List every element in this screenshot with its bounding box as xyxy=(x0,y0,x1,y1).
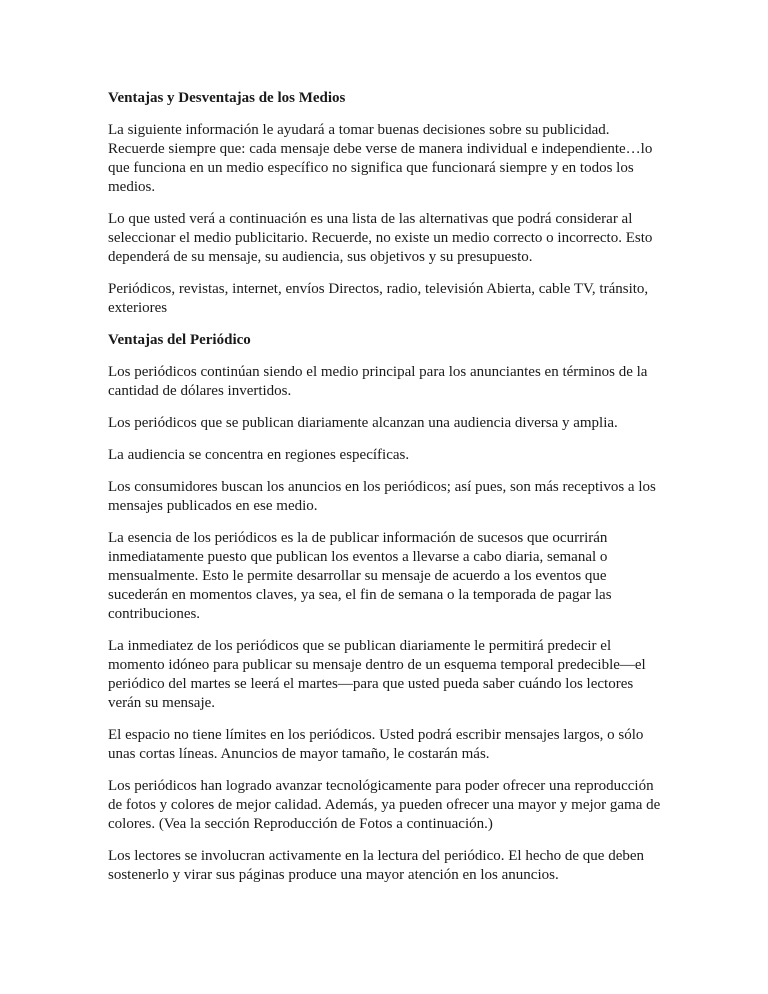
section-paragraph: La esencia de los periódicos es la de publicar información de sucesos que ocurrirán inmediatamente puesto que publican los eventos a llevarse a cabo diaria, semanal o mensualmente. Esto le permite desarrollar su mensaje de acuerdo a los eventos que sucederán en momentos claves, ya sea, el fin de semana o la temporada de pagar las contribuciones. xyxy=(108,530,612,622)
section-paragraph: Los periódicos continúan siendo el medio principal para los anunciantes en términos de la cantidad de dólares invertidos. xyxy=(108,364,648,399)
section-paragraph: La audiencia se concentra en regiones específicas. xyxy=(108,447,410,463)
media-list-paragraph: Periódicos, revistas, internet, envíos Directos, radio, televisión Abierta, cable TV, tránsito, exteriores xyxy=(108,281,649,316)
section-paragraph: La inmediatez de los periódicos que se publican diariamente le permitirá predecir el momento idóneo para publicar su mensaje dentro de un esquema temporal predecible—el periódico del martes se leerá el martes—para que usted pueda saber cuándo los lectores verán su mensaje. xyxy=(108,638,646,711)
section-paragraph: Los periódicos que se publican diariamente alcanzan una audiencia diversa y amplia. xyxy=(108,415,618,431)
section-paragraph: Los lectores se involucran activamente en la lectura del periódico. El hecho de que deben sostenerlo y virar sus páginas produce una mayor atención en los anuncios. xyxy=(108,848,645,883)
document-title: Ventajas y Desventajas de los Medios xyxy=(108,90,346,106)
intro-paragraph: La siguiente información le ayudará a tomar buenas decisiones sobre su publicidad. Recuerde siempre que: cada mensaje debe verse de manera individual e independiente…lo que funciona en un medio específico no significa que funcionará siempre y en todos los medios. xyxy=(108,122,653,195)
section-paragraph: Los periódicos han logrado avanzar tecnológicamente para poder ofrecer una reproducción de fotos y colores de mejor calidad. Además, ya pueden ofrecer una mayor y mejor gama de colores. (Vea la sección Reproducción de Fotos a continuación.) xyxy=(108,778,661,832)
intro-paragraph: Lo que usted verá a continuación es una lista de las alternativas que podrá considerar al seleccionar el medio publicitario. Recuerde, no existe un medio correcto o incorrecto. Esto dependerá de su mensaje, su audiencia, sus objetivos y su presupuesto. xyxy=(108,211,653,265)
section-paragraph: El espacio no tiene límites en los periódicos. Usted podrá escribir mensajes largos, o sólo unas cortas líneas. Anuncios de mayor tamaño, le costarán más. xyxy=(108,727,644,762)
section-heading: Ventajas del Periódico xyxy=(108,332,251,348)
section-paragraph: Los consumidores buscan los anuncios en los periódicos; así pues, son más receptivos a los mensajes publicados en ese medio. xyxy=(108,479,656,514)
document-page xyxy=(108,89,668,898)
